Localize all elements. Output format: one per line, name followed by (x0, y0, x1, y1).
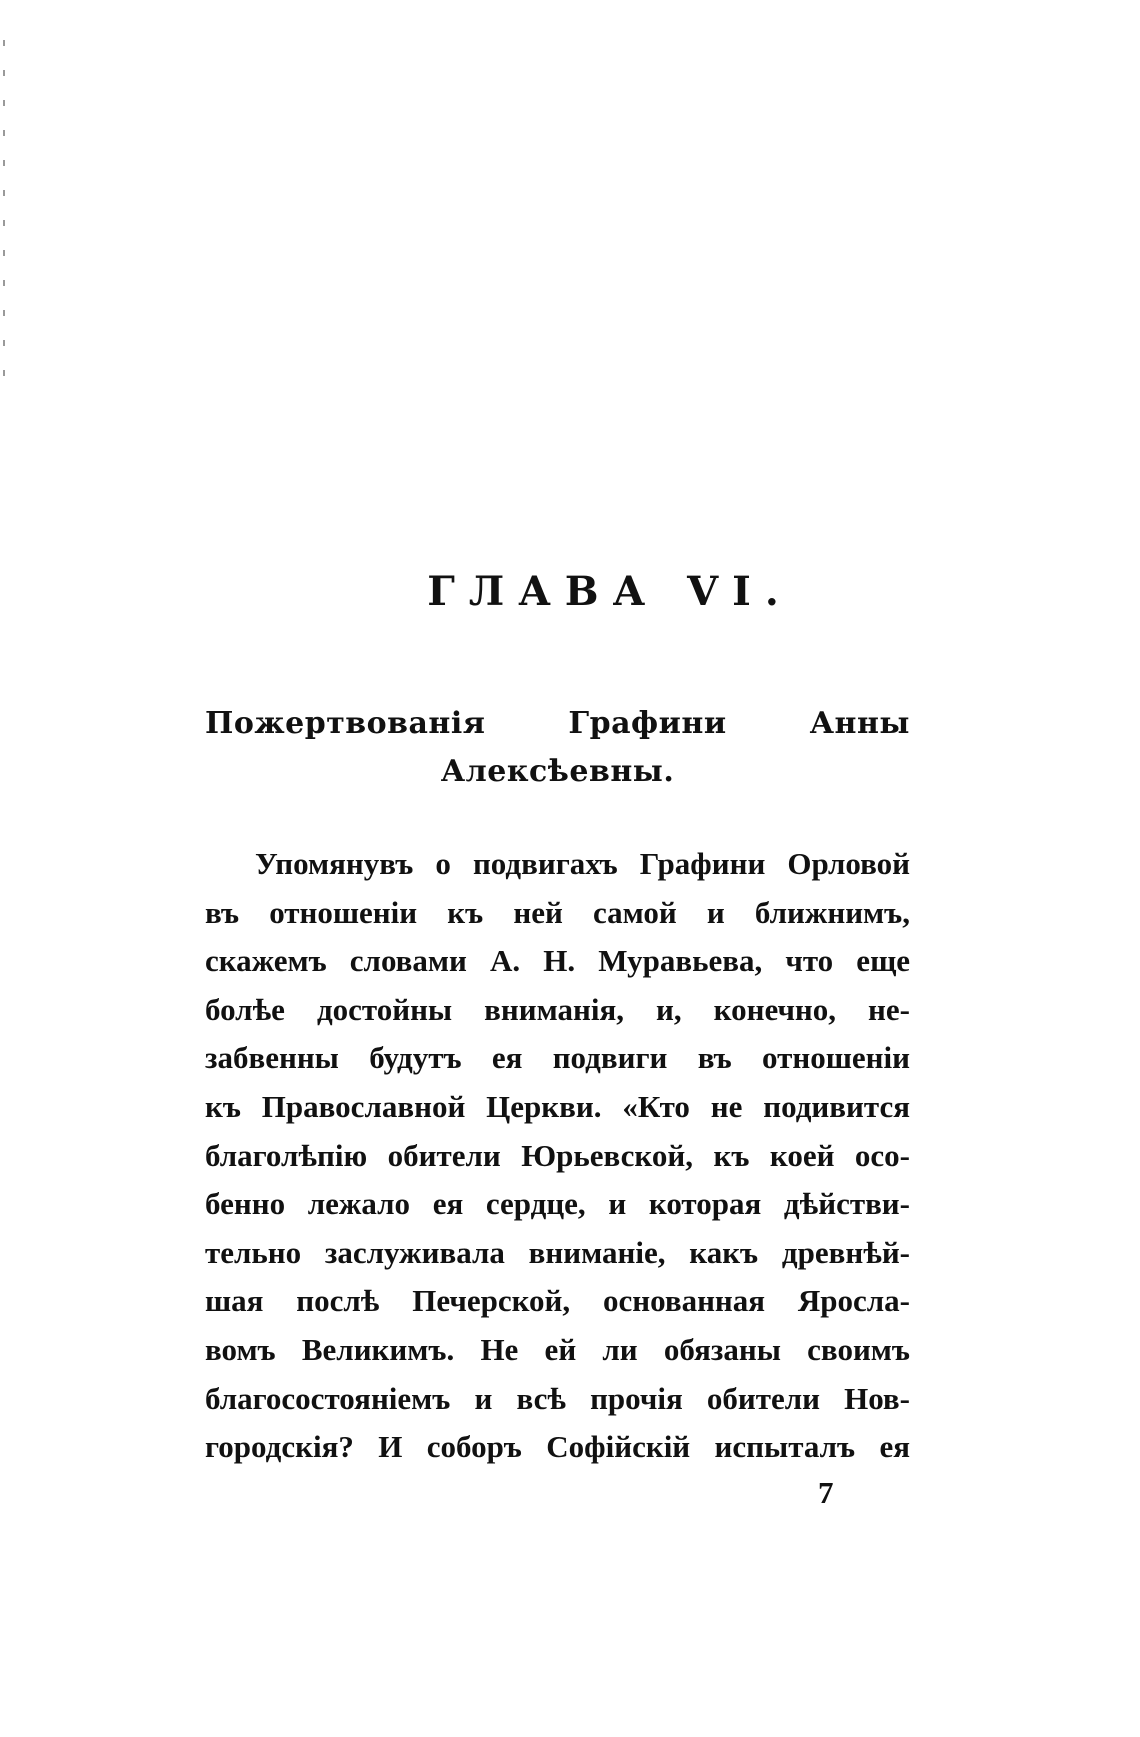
text-line: болѣе достойны вниманія, и, конечно, не- (205, 991, 910, 1027)
body-paragraph (205, 840, 910, 1472)
text-line: Упомянувъ о подвигахъ Графини Орловой (255, 846, 910, 881)
text-line: городскія? И соборъ Софійскій испыталъ ея (205, 1429, 910, 1465)
text-line: бенно лежало ея сердце, и которая дѣйстви- (205, 1186, 910, 1222)
text-line: въ отношеніи къ ней самой и ближнимъ, (205, 894, 910, 930)
text-line: шая послѣ Печерской, основанная Яросла- (205, 1283, 910, 1319)
text-line: скажемъ словами А. Н. Муравьева, что еще (205, 943, 910, 979)
chapter-title: Пожертвованія Графини Анны Алексѣевны. (205, 706, 910, 789)
text-line: къ Православной Церкви. «Кто не подивится (205, 1088, 910, 1124)
chapter-heading: ГЛАВА VI. (427, 568, 793, 615)
page-number: 7 (818, 1475, 834, 1510)
scan-edge-mark (3, 40, 5, 390)
text-line: вомъ Великимъ. Не ей ли обязаны своимъ (205, 1331, 910, 1367)
text-line: благосостояніемъ и всѣ прочія обители Нов- (205, 1380, 910, 1416)
text-line: благолѣпію обители Юрьевской, къ коей осо- (205, 1137, 910, 1173)
text-line: тельно заслуживала вниманіе, какъ древнѣй- (205, 1234, 910, 1270)
text-line: забвенны будутъ ея подвиги въ отношеніи (205, 1040, 910, 1076)
